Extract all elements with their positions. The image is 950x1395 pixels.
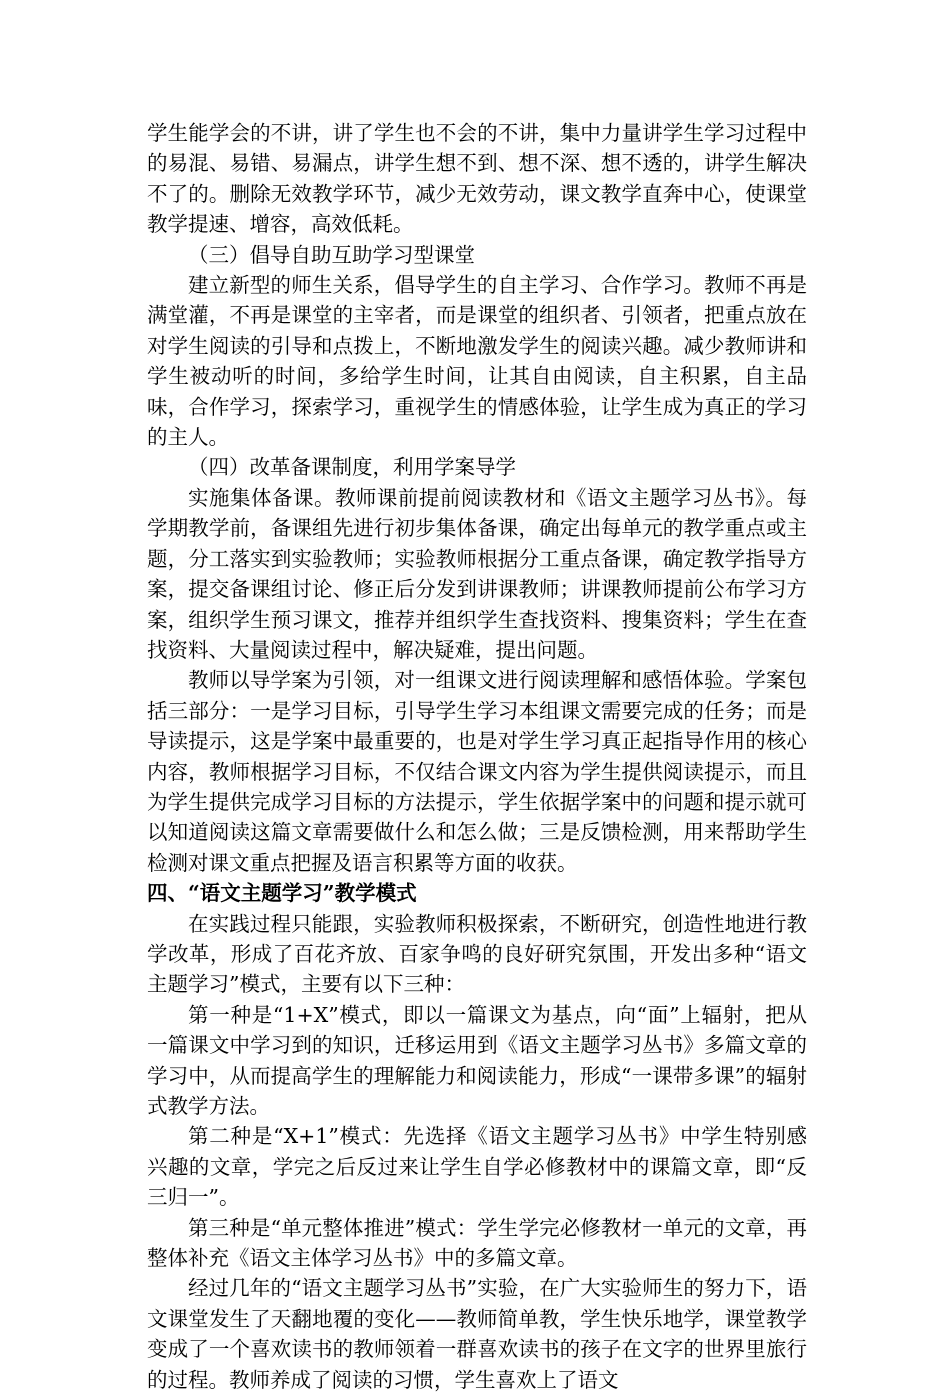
paragraph-models-intro: 在实践过程只能跟，实验教师积极探索，不断研究，创造性地进行教学改革，形成了百花齐放、百家争鸣的良好研究氛围，开发出多种“语文主题学习”模式，主要有以下三种： bbox=[147, 911, 807, 997]
paragraph-model-two: 第二种是“X+1”模式：先选择《语文主题学习丛书》中学生特别感兴趣的文章，学完之后反过来让学生自学必修教材中的课篇文章，即“反三归一”。 bbox=[147, 1124, 807, 1210]
subheading-four: （四）改革备课制度，利用学案导学 bbox=[188, 455, 516, 480]
paragraph-continuation: 学生能学会的不讲，讲了学生也不会的不讲，集中力量讲学生学习过程中的易混、易错、易漏点，讲学生想不到、想不深、想不透的，讲学生解决不了的。删除无效教学环节，减少无效劳动，课文教学直奔中心，使课堂教学提速、增容，高效低耗。 bbox=[147, 121, 807, 237]
paragraph-collective-lesson-prep: 实施集体备课。教师课前提前阅读教材和《语文主题学习丛书》。每学期教学前，备课组先进行初步集体备课，确定出每单元的教学重点或主题，分工落实到实验教师；实验教师根据分工重点备课，确定教学指导方案，提交备课组讨论、修正后分发到讲课教师；讲课教师提前公布学习方案，组织学生预习课文，推荐并组织学生查找资料、搜集资料；学生在查找资料、大量阅读过程中，解决疑难，提出问题。 bbox=[147, 485, 807, 662]
paragraph-model-three: 第三种是“单元整体推进”模式：学生学完必修教材一单元的文章，再整体补充《语文主体学习丛书》中的多篇文章。 bbox=[147, 1215, 807, 1271]
paragraph-results: 经过几年的“语文主题学习丛书”实验，在广大实验师生的努力下，语文课堂发生了天翻地覆的变化——教师简单教，学生快乐地学，课堂教学变成了一个喜欢读书的教师领着一群喜欢读书的孩子在文字的世界里旅行的过程。教师养成了阅读的习惯，学生喜欢上了语文 bbox=[147, 1276, 807, 1392]
subheading-three: （三）倡导自助互助学习型课堂 bbox=[188, 242, 475, 267]
paragraph-study-guide: 教师以导学案为引领，对一组课文进行阅读理解和感悟体验。学案包括三部分：一是学习目标，引导学生学习本组课文需要完成的任务；而是导读提示，这是学案中最重要的，也是对学生学习真正起指导作用的核心内容，教师根据学习目标，不仅结合课文内容为学生提供阅读提示，而且为学生提供完成学习目标的方法提示，学生依据学案中的问题和提示就可以知道阅读这篇文章需要做什么和怎么做；三是反馈检测，用来帮助学生检测对课文重点把握及语言积累等方面的收获。 bbox=[147, 668, 807, 875]
paragraph-model-one: 第一种是“1+X”模式，即以一篇课文为基点，向“面”上辐射，把从一篇课文中学习到的知识，迁移运用到《语文主题学习丛书》多篇文章的学习中，从而提高学生的理解能力和阅读能力，形成“一课带多课”的辐射式教学方法。 bbox=[147, 1002, 807, 1118]
document-body bbox=[147, 118, 807, 1395]
paragraph-self-help-classroom: 建立新型的师生关系，倡导学生的自主学习、合作学习。教师不再是满堂灌，不再是课堂的主宰者，而是课堂的组织者、引领者，把重点放在对学生阅读的引导和点拨上，不断地激发学生的阅读兴趣。减少教师讲和学生被动听的时间，多给学生时间，让其自由阅读，自主积累，自主品味，合作学习，探索学习，重视学生的情感体验，让学生成为真正的学习的主人。 bbox=[147, 273, 807, 450]
section-heading-teaching-models: 四、“语文主题学习”教学模式 bbox=[147, 881, 417, 906]
